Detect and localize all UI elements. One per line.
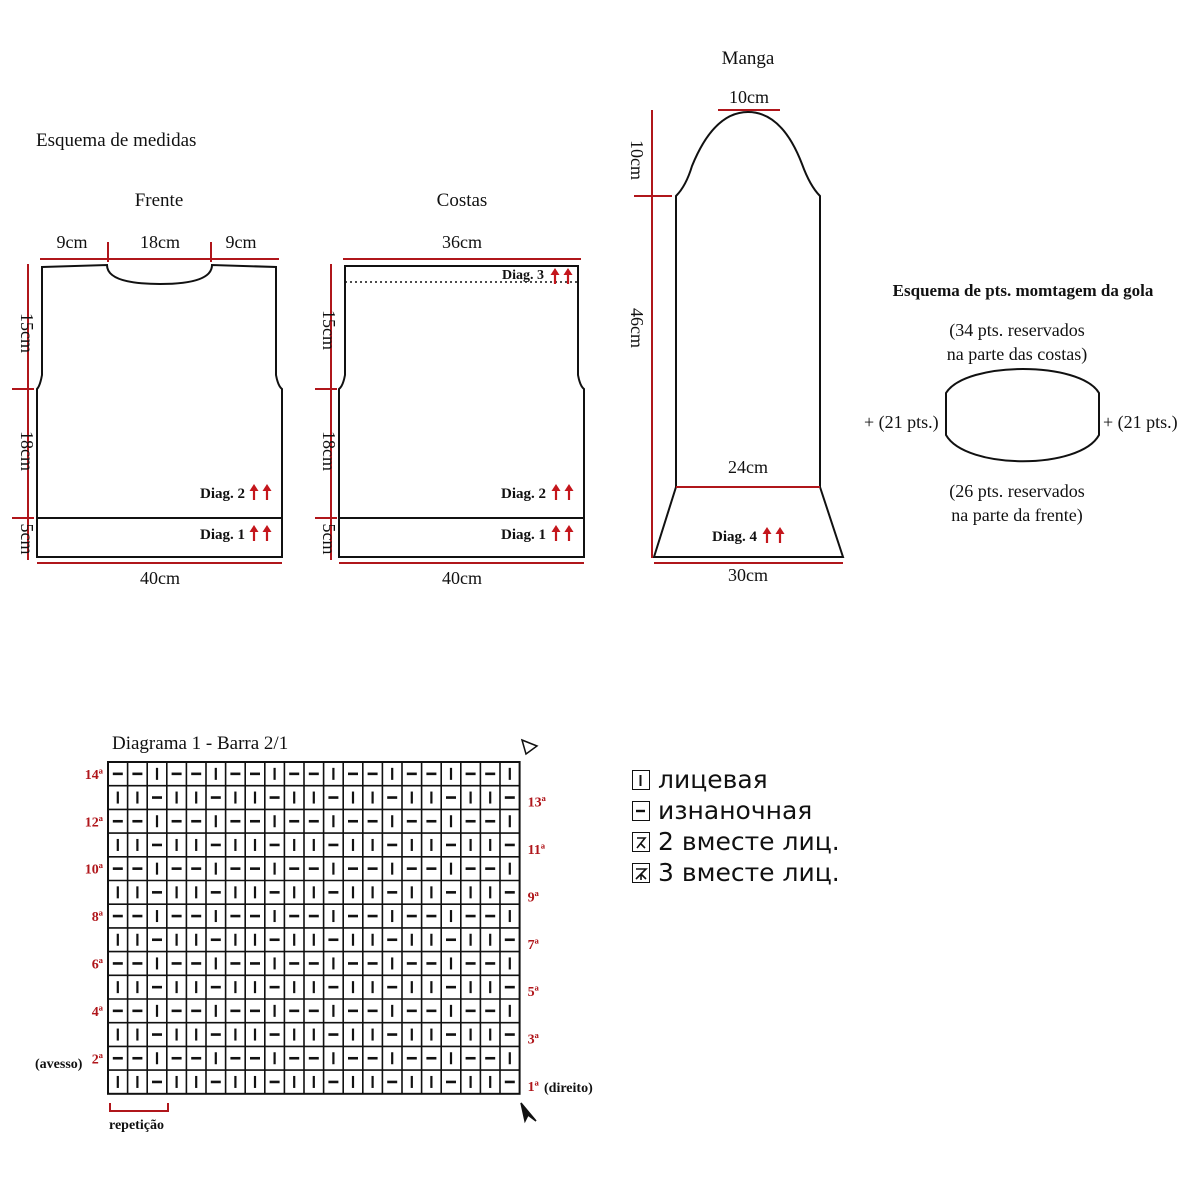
row-label-right: 13ª bbox=[527, 795, 546, 811]
up-arrow-icon bbox=[250, 484, 259, 500]
row-label-right: 5ª bbox=[527, 985, 539, 1001]
front-neck-label: 18cm bbox=[140, 232, 180, 252]
up-arrow-icon bbox=[763, 527, 772, 543]
back-bottom-label: 40cm bbox=[442, 568, 482, 588]
collar-scheme bbox=[864, 320, 1178, 526]
collar-title: Esquema de pts. momtagem da gola bbox=[892, 281, 1154, 300]
front-rib-label: 5cm bbox=[17, 523, 37, 555]
front-piece bbox=[12, 232, 282, 588]
wrong-side-label: (avesso) bbox=[35, 1057, 83, 1072]
legend-k2tog-label: 2 вместе лиц. bbox=[658, 827, 840, 856]
start-arrow-icon bbox=[521, 1103, 536, 1121]
legend-item bbox=[632, 795, 840, 826]
row-label-left: 12ª bbox=[84, 815, 103, 831]
collar-front-line2: na parte da frente) bbox=[951, 505, 1083, 525]
sleeve-piece bbox=[627, 87, 843, 585]
back-diag2-label: Diag. 2 bbox=[501, 486, 546, 502]
front-body-label: 18cm bbox=[17, 431, 37, 471]
up-arrow-icon bbox=[776, 527, 785, 543]
up-arrow-icon bbox=[250, 525, 259, 541]
row-label-left: 8ª bbox=[91, 910, 103, 926]
row-label-left: 4ª bbox=[91, 1004, 103, 1020]
front-top-right-label: 9cm bbox=[225, 232, 257, 252]
sleeve-title: Manga bbox=[721, 48, 775, 69]
section-title: Esquema de medidas bbox=[36, 130, 197, 151]
k2tog-icon bbox=[632, 832, 650, 852]
back-diag3-label: Diag. 3 bbox=[502, 268, 544, 283]
up-arrow-icon bbox=[552, 525, 561, 541]
legend-item bbox=[632, 826, 840, 857]
back-outline bbox=[339, 266, 584, 557]
row-label-right: 1ª bbox=[527, 1079, 539, 1095]
stitch-chart bbox=[35, 733, 593, 1133]
sleeve-bottom-label: 30cm bbox=[728, 565, 768, 585]
chart-title: Diagrama 1 - Barra 2/1 bbox=[112, 733, 289, 754]
row-label-right: 11ª bbox=[527, 842, 546, 858]
sleeve-cuff-top-label: 24cm bbox=[728, 457, 768, 477]
front-diag2-label: Diag. 2 bbox=[200, 486, 245, 502]
purl-stitch-icon bbox=[632, 801, 650, 821]
k3tog-icon bbox=[632, 863, 650, 883]
chart-grid bbox=[108, 762, 520, 1094]
collar-back-line1: (34 pts. reservados bbox=[949, 320, 1085, 340]
front-bottom-label: 40cm bbox=[140, 568, 180, 588]
row-label-right: 9ª bbox=[527, 890, 539, 906]
collar-right-label: + (21 pts.) bbox=[1103, 412, 1178, 432]
left-row-labels bbox=[85, 768, 104, 1067]
legend-purl-label: изнаночная bbox=[658, 796, 813, 825]
row-label-left: 14ª bbox=[84, 767, 103, 783]
back-top-label: 36cm bbox=[442, 232, 482, 252]
sleeve-top-label: 10cm bbox=[729, 87, 769, 107]
front-armhole-label: 15cm bbox=[17, 313, 37, 353]
legend-item bbox=[632, 764, 840, 795]
right-row-labels bbox=[528, 796, 547, 1095]
front-diag1-label: Diag. 1 bbox=[200, 527, 245, 543]
back-armhole-label: 15cm bbox=[319, 310, 339, 350]
up-arrow-icon bbox=[565, 525, 574, 541]
up-arrow-icon bbox=[565, 484, 574, 500]
sleeve-length-label: 46cm bbox=[627, 308, 647, 348]
front-top-left-label: 9cm bbox=[56, 232, 88, 252]
legend-item bbox=[632, 857, 840, 888]
legend-knit-label: лицевая bbox=[658, 765, 768, 794]
row-label-left: 6ª bbox=[91, 957, 103, 973]
legend-k3tog-label: 3 вместе лиц. bbox=[658, 858, 840, 887]
knit-stitch-icon bbox=[632, 770, 650, 790]
right-side-label: (direito) bbox=[544, 1081, 593, 1096]
row-label-left: 2ª bbox=[91, 1052, 103, 1068]
back-body-label: 18cm bbox=[319, 431, 339, 471]
up-arrow-icon bbox=[552, 484, 561, 500]
end-arrow-icon bbox=[522, 740, 537, 754]
up-arrow-icon bbox=[263, 525, 272, 541]
collar-front-line1: (26 pts. reservados bbox=[949, 481, 1085, 501]
row-label-left: 10ª bbox=[84, 862, 103, 878]
sleeve-cap-label: 10cm bbox=[627, 140, 647, 180]
collar-back-line2: na parte das costas) bbox=[946, 344, 1088, 364]
row-label-right: 7ª bbox=[527, 937, 539, 953]
symbol-legend bbox=[632, 764, 840, 888]
collar-left-label: + (21 pts.) bbox=[864, 412, 939, 432]
repeat-bracket bbox=[110, 1103, 168, 1111]
back-piece bbox=[315, 232, 584, 588]
back-diag1-label: Diag. 1 bbox=[501, 527, 546, 543]
front-outline bbox=[37, 265, 282, 557]
row-label-right: 3ª bbox=[527, 1032, 539, 1048]
back-rib-label: 5cm bbox=[319, 523, 339, 555]
repeat-label: repetição bbox=[109, 1118, 164, 1133]
front-title: Frente bbox=[134, 190, 184, 211]
back-title: Costas bbox=[436, 190, 488, 211]
sleeve-outline bbox=[654, 112, 843, 557]
sleeve-diag4-label: Diag. 4 bbox=[712, 529, 757, 545]
collar-outline bbox=[946, 369, 1099, 461]
up-arrow-icon bbox=[263, 484, 272, 500]
